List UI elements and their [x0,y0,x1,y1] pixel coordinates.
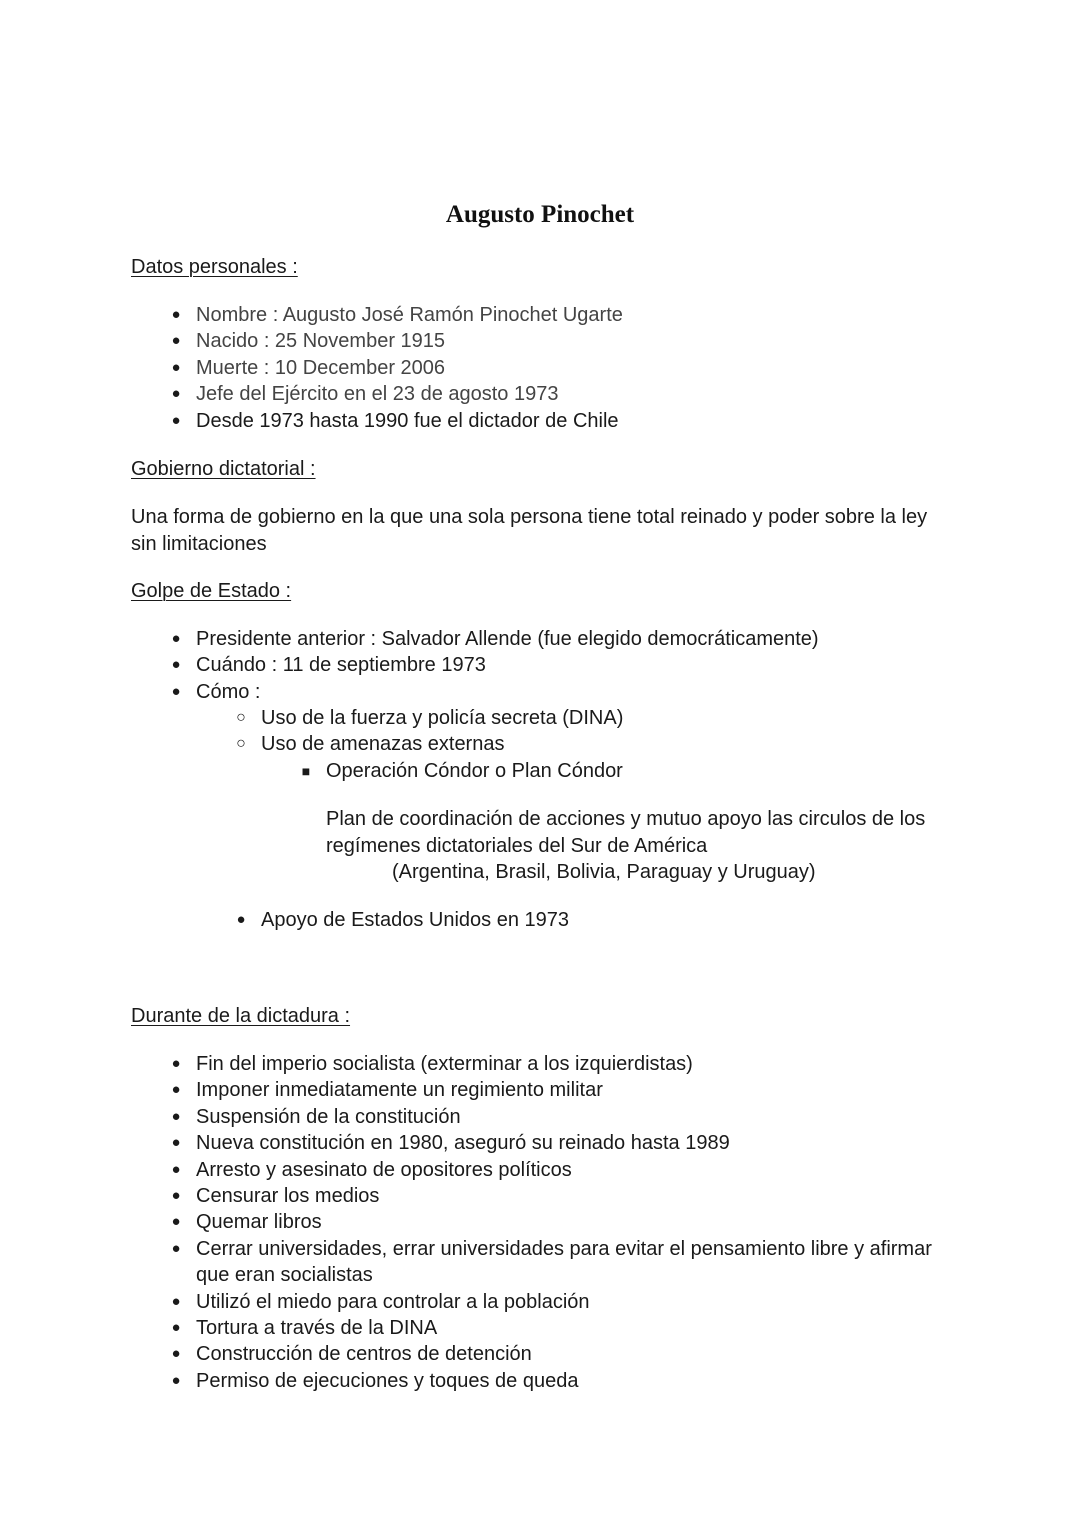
bullet-icon: ● [171,332,181,350]
list-item: ● Fin del imperio socialista (exterminar a los izquierdistas) [196,1051,956,1077]
list-item: ● Apoyo de Estados Unidos en 1973 [261,907,941,933]
list-item: ● Quemar libros [196,1209,956,1235]
hollow-bullet-icon: ○ [236,709,246,726]
us-support-list [236,907,941,933]
list-item: ● Nueva constitución en 1980, aseguró su reinado hasta 1989 [196,1130,956,1156]
square-bullet-icon: ■ [301,763,311,779]
bullet-icon: ● [171,358,181,376]
list-item: ● Jefe del Ejército en el 23 de agosto 1973 [196,381,956,407]
list-item: ● Arresto y asesinato de opositores políticos [196,1157,956,1183]
list-item: ● Cómo : [196,679,956,705]
bullet-icon: ● [171,1160,181,1178]
condor-description: Plan de coordinación de acciones y mutuo apoyo las circulos de los regímenes dictatoriales del Sur de América [326,808,926,857]
section-heading-coup: Golpe de Estado : [131,580,292,602]
list-item: ● Tortura a través de la DINA [196,1315,956,1341]
section-heading-government: Gobierno dictatorial : [131,458,316,480]
bullet-icon: ● [171,1345,181,1363]
bullet-icon: ● [171,306,181,323]
list-item: ● Nacido : 25 November 1915 [196,328,956,354]
bullet-icon: ● [171,1081,181,1099]
list-item: ● Presidente anterior : Salvador Allende (fue elegido democráticamente) [196,626,956,652]
bullet-icon: ● [171,1292,181,1310]
bullet-icon: ● [171,682,181,700]
how-list [236,705,941,758]
list-item: ● Utilizó el miedo para controlar a la población [196,1289,956,1315]
list-item: ● Permiso de ejecuciones y toques de queda [196,1368,956,1394]
government-definition: Una forma de gobierno en la que una sola persona tiene total reinado y poder sobre la ley sin limitaciones [131,506,928,555]
list-item: ■ Operación Cóndor o Plan Cóndor [326,758,946,784]
list-item: ● Imponer inmediatamente un regimiento militar [196,1077,956,1103]
list-item: ● Cuándo : 11 de septiembre 1973 [196,652,956,678]
bullet-icon: ● [171,1187,181,1205]
bullet-icon: ● [171,1107,181,1125]
bullet-icon: ● [171,385,181,403]
list-item: ○ Uso de amenazas externas [261,731,941,757]
condor-list [301,758,946,784]
bullet-icon: ● [171,1319,181,1337]
bullet-icon: ● [171,1055,181,1072]
list-item: ● Construcción de centros de detención [196,1341,956,1367]
bullet-icon: ● [171,1371,181,1389]
condor-countries: (Argentina, Brasil, Bolivia, Paraguay y Uruguay) [392,861,816,883]
document-title: Augusto Pinochet [445,201,635,228]
section-heading-personal: Datos personales : [131,256,298,278]
bullet-icon: ● [171,1213,181,1231]
list-item: ● Suspensión de la constitución [196,1104,956,1130]
list-item: ● Muerte : 10 December 2006 [196,355,956,381]
list-item: ● Nombre : Augusto José Ramón Pinochet Ugarte [196,302,956,328]
dictatorship-list [171,1051,956,1394]
bullet-icon: ● [171,630,181,647]
list-item: ● Cerrar universidades, errar universidades para evitar el pensamiento libre y afirmar que eran socialistas [196,1236,956,1289]
list-item: ● Desde 1973 hasta 1990 fue el dictador de Chile [196,408,956,434]
bullet-icon: ● [236,911,246,928]
list-item: ● Censurar los medios [196,1183,956,1209]
bullet-icon: ● [171,656,181,674]
personal-list [171,302,956,434]
bullet-icon: ● [171,411,181,429]
bullet-icon: ● [171,1239,181,1257]
hollow-bullet-icon: ○ [236,735,246,753]
coup-list [171,626,956,705]
list-item: ○ Uso de la fuerza y policía secreta (DINA) [261,705,941,731]
bullet-icon: ● [171,1134,181,1152]
section-heading-dictatorship: Durante de la dictadura : [131,1005,351,1027]
